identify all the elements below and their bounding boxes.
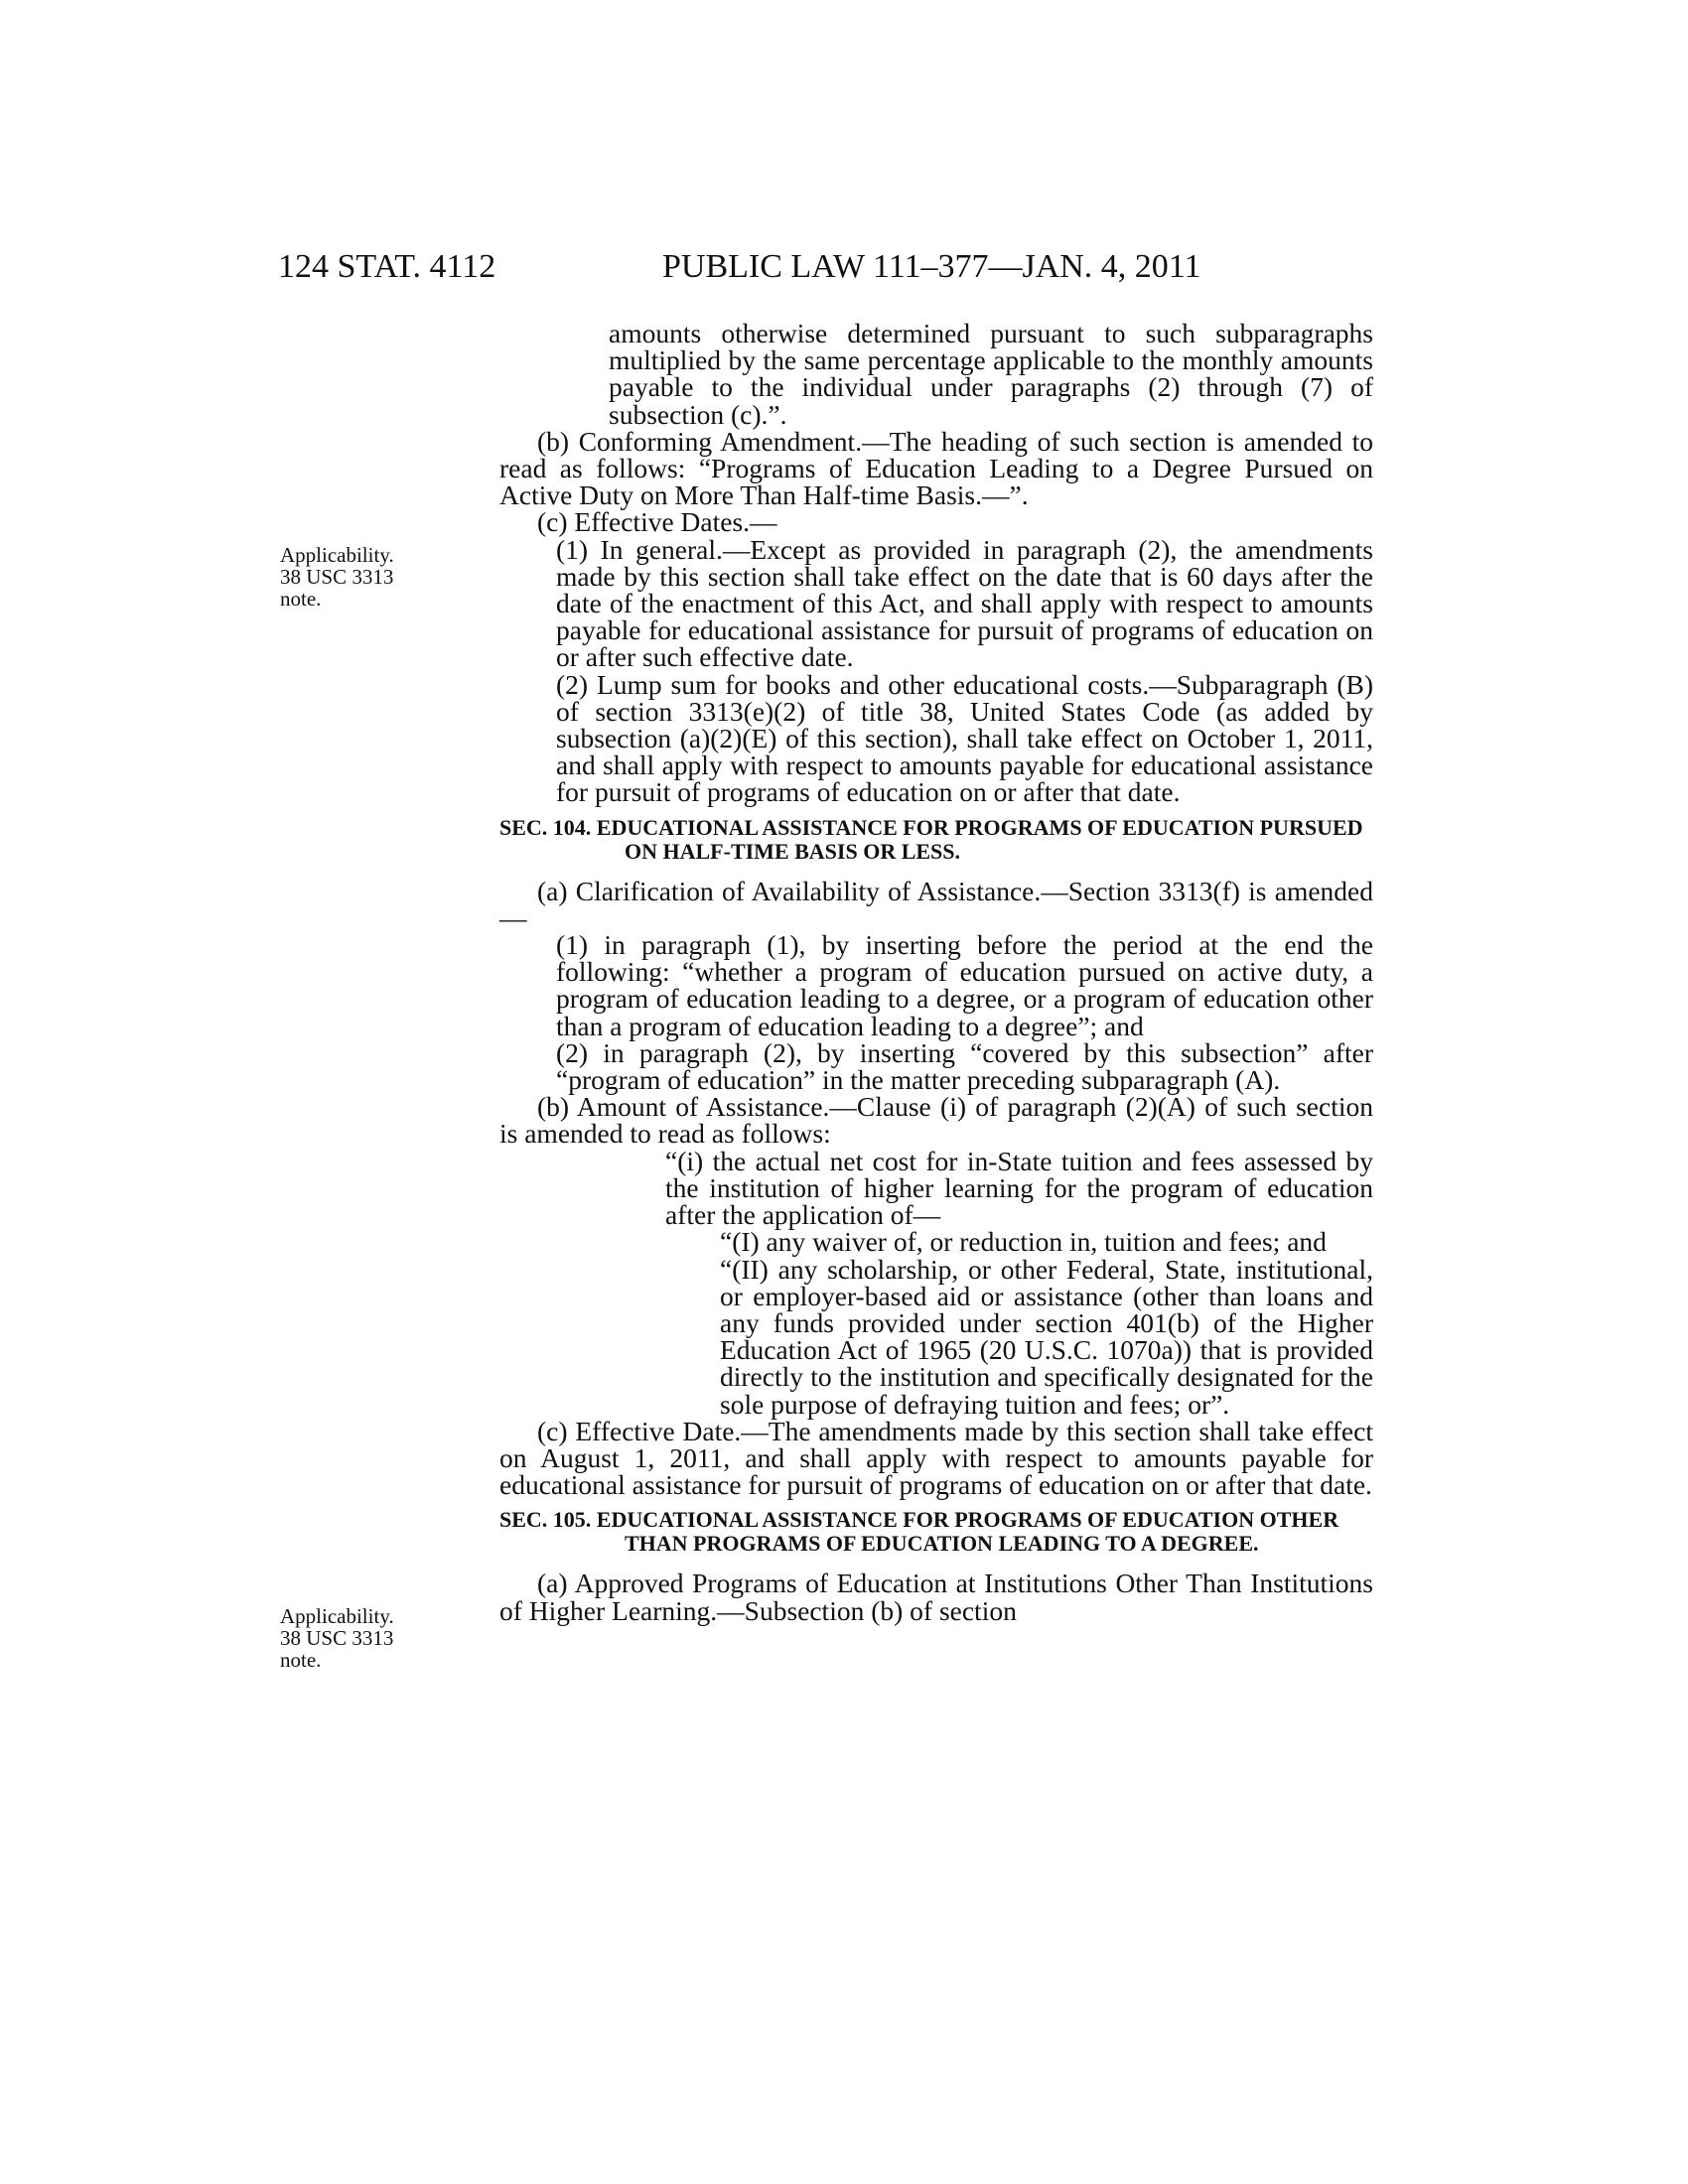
main-text-column	[499, 320, 1373, 1624]
section-105-subsection-a: (a) Approved Programs of Education at Institutions Other Than Institutions of Higher Learning.—Subsection (b) of section	[499, 1568, 1373, 1626]
subsection-b-conforming-amendment: (b) Conforming Amendment.—The heading of such section is amended to read as follows: “Programs of Education Leading to a Degree Pursued on Active Duty on More Than Half-time Basis.—”.	[499, 425, 1373, 511]
section-104-heading: SEC. 104. EDUCATIONAL ASSISTANCE FOR PROGRAMS OF EDUCATION PURSUED ON HALF-TIME BASIS OR LESS.	[499, 814, 1363, 864]
paragraph-c1-text: (1) In general.—Except as provided in paragraph (2), the amendments made by this section shall take effect on the date that is 60 days after the date of the enactment of this Act, and shall apply with respect to amounts payable for educational assistance for pursuit of programs of education on or after such effective date.	[556, 533, 1373, 673]
section-104-subsection-a: (a) Clarification of Availability of Assistance.—Section 3313(f) is amended—	[499, 875, 1373, 933]
section-104-subclause-II: “(II) any scholarship, or other Federal, State, institutional, or employer-based aid or assistance (other than loans and any funds provided under section 401(b) of the Higher Education Act of 1965 (20 U.S.C. 1070a)) that is provided directly to the institution and specifically designated for the sole purpose of defraying tuition and fees; or”.	[720, 1253, 1373, 1420]
section-104-subsection-b: (b) Amount of Assistance.—Clause (i) of paragraph (2)(A) of such section is amended to read as follows:	[499, 1091, 1373, 1150]
section-104-subsection-c: (c) Effective Date.—The amendments made by this section shall take effect on August 1, 2011, and shall apply with respect to amounts payable for educational assistance for pursuit of programs of education on or after that date.	[499, 1415, 1373, 1501]
section-104-clause-i: “(i) the actual net cost for in-State tuition and fees assessed by the institution of higher learning for the program of education after the application of—	[665, 1145, 1373, 1231]
margin-note-applicability-1: Applicability. 38 USC 3313 note.	[280, 543, 394, 611]
paragraph-c1-in-general	[499, 533, 1373, 673]
paragraph-c2-lump-sum	[499, 668, 1373, 808]
margin-note-applicability-2: Applicability. 38 USC 3313 note.	[280, 1604, 394, 1672]
section-105-heading: SEC. 105. EDUCATIONAL ASSISTANCE FOR PROGRAMS OF EDUCATION OTHER THAN PROGRAMS OF EDUCATION LEADING TO A DEGREE.	[499, 1507, 1339, 1557]
section-104-paragraph-a1: (1) in paragraph (1), by inserting before the period at the end the following: “whether a program of education pursued on active duty, a program of education leading to a degree, or a program of education other than a program of education leading to a degree”; and	[556, 929, 1373, 1041]
subsection-c-effective-dates: (c) Effective Dates.—	[537, 506, 777, 538]
stat-page-number: 124 STAT. 4112	[278, 248, 496, 285]
paragraph-continuation: amounts otherwise determined pursuant to such subparagraphs multiplied by the same percentage applicable to the monthly amounts payable to the individual under paragraphs (2) through (7) of subsection (c).”.	[609, 318, 1373, 430]
section-104-paragraph-a2: (2) in paragraph (2), by inserting “covered by this subsection” after “program of education” in the matter preceding subparagraph (A).	[556, 1036, 1373, 1096]
section-104-subclause-I: “(I) any waiver of, or reduction in, tuition and fees; and	[720, 1226, 1327, 1258]
running-head: PUBLIC LAW 111–377—JAN. 4, 2011	[662, 248, 1201, 285]
paragraph-c2-text: (2) Lump sum for books and other educational costs.—Subparagraph (B) of section 3313(e)(2) of title 38, United States Code (as added by subsection (a)(2)(E) of this section), shall take effect on October 1, 2011, and shall apply with respect to amounts payable for educational assistance for pursuit of programs of education on or after that date.	[556, 668, 1373, 808]
